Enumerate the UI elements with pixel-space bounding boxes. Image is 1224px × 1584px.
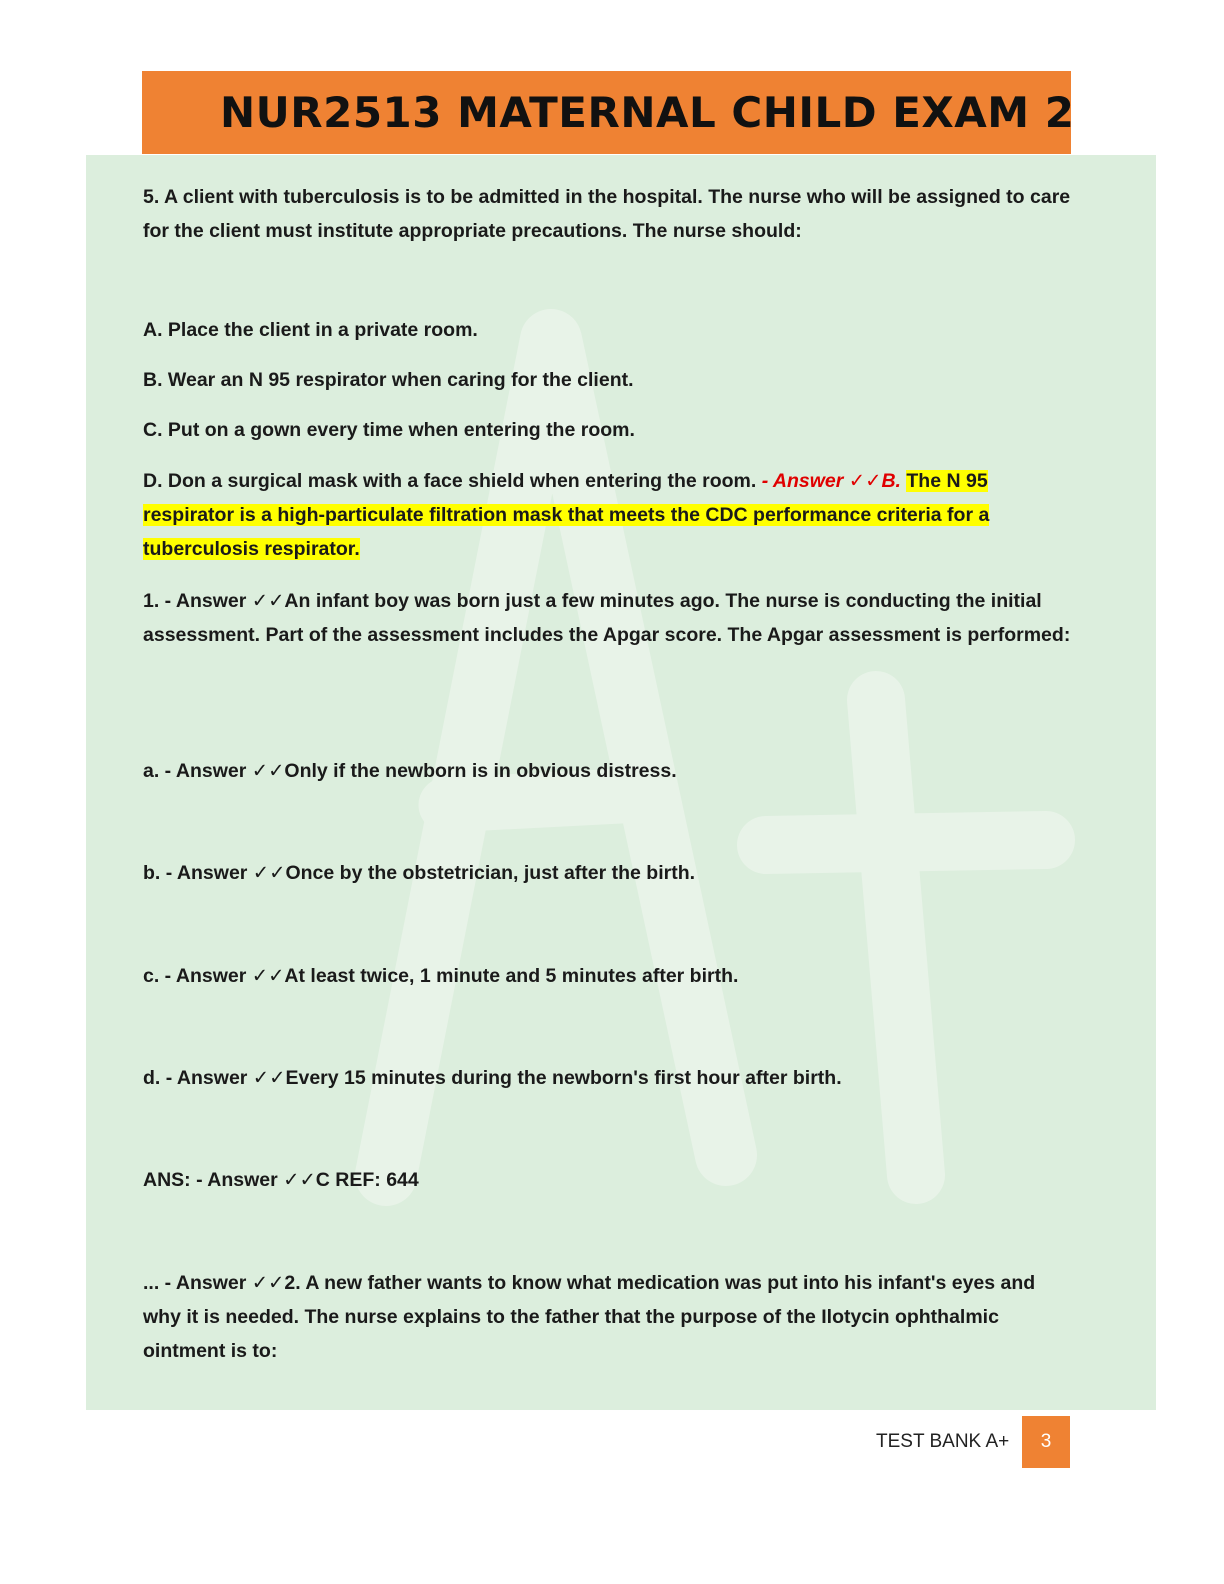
question-1-option-b: b. - Answer ✓✓Once by the obstetrician, just after the birth. <box>143 862 696 884</box>
page-title: NUR2513 MATERNAL CHILD EXAM 2 <box>220 88 1075 137</box>
answer-separator: - <box>756 470 773 492</box>
question-1-stem: 1. - Answer ✓✓An infant boy was born just a few minutes ago. The nurse is conducting the initial assessment. Part of the assessment includes the Apgar score. The Apgar assessment is performed: <box>143 590 1071 646</box>
answer-rationale: The N 95 respirator is a high-particulate filtration mask that meets the CDC performance criteria for a tuberculosis respirator. <box>143 470 990 560</box>
question-5-option-d-block <box>143 464 1073 566</box>
question-5-option-c: C. Put on a gown every time when entering the room. <box>143 419 635 441</box>
answer-label: Answer ✓✓B. <box>772 470 901 492</box>
page-number: 3 <box>1022 1416 1070 1468</box>
header-banner <box>142 71 1075 154</box>
question-1-option-a: a. - Answer ✓✓Only if the newborn is in obvious distress. <box>143 760 677 782</box>
question-2-stem: ... - Answer ✓✓2. A new father wants to know what medication was put into his infant's eyes and why it is needed. The nurse explains to the father that the purpose of the Ilotycin ophthalmic ointment is to: <box>143 1272 1036 1362</box>
footer-label: TEST BANK A+ <box>876 1431 1010 1452</box>
question-5-option-d: D. Don a surgical mask with a face shield when entering the room. <box>143 470 757 492</box>
question-1-answer: ANS: - Answer ✓✓C REF: 644 <box>143 1169 419 1191</box>
question-5-stem: 5. A client with tuberculosis is to be admitted in the hospital. The nurse who will be assigned to care for the client must institute appropriate precautions. The nurse should: <box>143 186 1071 242</box>
question-5-option-b: B. Wear an N 95 respirator when caring for the client. <box>143 369 634 391</box>
question-1-option-c: c. - Answer ✓✓At least twice, 1 minute and 5 minutes after birth. <box>143 965 739 987</box>
question-1-option-d: d. - Answer ✓✓Every 15 minutes during the newborn's first hour after birth. <box>143 1067 842 1089</box>
question-5-option-a: A. Place the client in a private room. <box>143 319 478 341</box>
